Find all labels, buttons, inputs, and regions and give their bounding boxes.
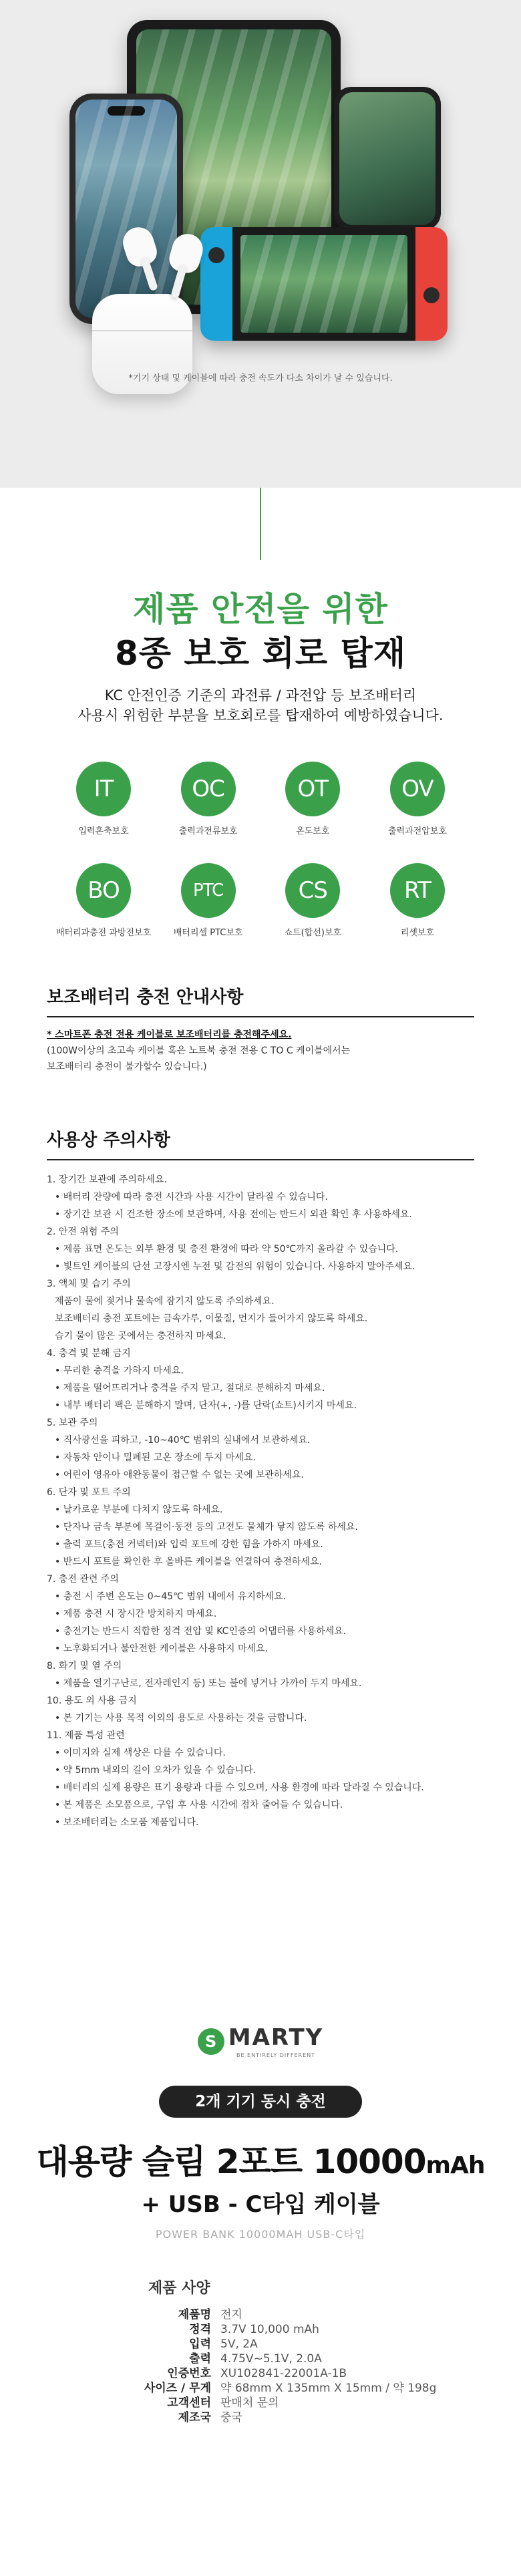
safety-title-line1: 제품 안전을 위한 (133, 590, 388, 629)
safety-description (0, 685, 521, 726)
caution-heading: 3. 액체 및 습기 주의 (47, 1279, 131, 1289)
spec-key: 사이즈 / 무게 (144, 2382, 211, 2395)
caution-list (47, 1171, 474, 1831)
product-title-unit: mAh (425, 2152, 485, 2179)
caution-item: • 충전기는 반드시 적합한 정격 전압 및 KC인증의 어댑터를 사용하세요. (55, 1626, 347, 1637)
caution-item: • 제품을 열기구난로, 전자레인지 등) 또는 불에 넣거나 가까이 두지 마세요. (55, 1678, 362, 1689)
caution-heading: 8. 화기 및 열 주의 (47, 1661, 122, 1671)
safety-section (0, 488, 521, 1049)
protection-label: 출력과전류보호 (178, 826, 238, 836)
spec-title: 제품 사양 (148, 2280, 210, 2297)
protection-badge: OT (285, 762, 340, 816)
caution-item: 보조배터리 충전 포트에는 금속가루, 이물질, 먼지가 들어가지 않도록 하세요. (55, 1313, 368, 1324)
caution-item: • 빛트인 케이블의 단선 고장시엔 누전 및 감전의 위험이 있습니다. 사용하지 말아주세요. (55, 1261, 415, 1272)
protection-item-ov (367, 762, 468, 838)
protection-item-bo (53, 863, 154, 939)
spec-table (114, 2307, 436, 2425)
caution-heading: 11. 제품 특성 관련 (47, 1730, 125, 1741)
caution-item: 제품이 물에 젖거나 물속에 잠기지 않도록 주의하세요. (55, 1296, 275, 1307)
protection-item-ptc (158, 863, 258, 939)
notice-line: 보조배터리 충전이 불가할수 있습니다.) (47, 1062, 207, 1072)
caution-item: • 배터리 잔량에 따라 충전 시간과 사용 시간이 달라질 수 있습니다. (55, 1192, 328, 1202)
protection-badge: BO (76, 863, 131, 918)
divider-line (260, 488, 261, 560)
spec-row (114, 2337, 436, 2352)
spec-value: 4.75V~5.1V, 2.0A (220, 2352, 322, 2366)
notice-highlight: * 스마트폰 충전 전용 케이블로 보조배터리를 충전해주세요. (47, 1029, 292, 1040)
spec-value: 5V, 2A (220, 2338, 258, 2351)
caution-item: • 이미지와 실제 색상은 다를 수 있습니다. (55, 1748, 226, 1758)
spec-value: 전지 (220, 2308, 242, 2321)
caution-title: 사용상 주의사항 (47, 1126, 474, 1160)
spec-key: 출력 (189, 2352, 211, 2366)
protection-label: 입력혼축보호 (78, 826, 129, 836)
protection-label: 배터리셀 PTC보호 (173, 928, 243, 938)
caution-heading: 5. 보관 주의 (47, 1418, 98, 1428)
spec-row (114, 2396, 436, 2410)
spec-value: 약 68mm X 135mm X 15mm / 약 198g (220, 2382, 437, 2395)
caution-item: • 노후화되거나 불안전한 케이블은 사용하지 마세요. (55, 1643, 268, 1654)
caution-heading: 10. 용도 외 사용 금지 (47, 1696, 137, 1706)
protection-badge: IT (76, 762, 131, 816)
caution-heading: 4. 충격 및 분해 금지 (47, 1348, 131, 1359)
caution-item: • 충전 시 주변 온도는 0~45℃ 범위 내에서 유지하세요. (55, 1591, 286, 1602)
protection-badge: PTC (181, 863, 236, 918)
spec-key: 인증번호 (167, 2367, 211, 2380)
spec-key: 제조국 (178, 2411, 211, 2424)
spec-value: 중국 (220, 2411, 242, 2424)
protection-item-rt (367, 863, 468, 939)
protection-label: 리셋보호 (400, 928, 435, 938)
caution-heading: 6. 단자 및 포트 주의 (47, 1487, 131, 1498)
caution-item: • 제품 표면 온도는 외부 환경 및 충전 환경에 따라 약 50℃까지 올라갈 수 있습니다. (55, 1244, 399, 1255)
joycon-left (200, 227, 232, 341)
caution-heading: 7. 충전 관련 주의 (47, 1574, 119, 1585)
caution-item: • 약 5mm 내외의 길이 오차가 있을 수 있습니다. (55, 1765, 256, 1776)
game-console-image (200, 227, 448, 341)
safety-desc-line1: KC 안전인증 기준의 과전류 / 과전압 등 보조배터리 (104, 687, 417, 703)
caution-heading: 1. 장기간 보관에 주의하세요. (47, 1174, 167, 1185)
brand-mark: S (198, 2028, 224, 2055)
caution-item: • 자동차 안이나 밀폐된 고온 장소에 두지 마세요. (55, 1452, 256, 1463)
caution-item: • 출력 포트(충전 커넥터)와 입력 포트에 강한 힘을 가하지 마세요. (55, 1539, 323, 1550)
caution-item: • 본 제품은 소모품으로, 구입 후 사용 시간에 점차 줄어들 수 있습니다. (55, 1800, 343, 1810)
spec-value: 판매처 문의 (220, 2396, 279, 2410)
protection-item-cs (263, 863, 363, 939)
notice-body (47, 1027, 474, 1075)
protection-label: 배터리과충전 과방전보호 (55, 928, 152, 938)
protection-badge: OV (390, 762, 445, 816)
spec-key: 정격 (189, 2323, 211, 2336)
product-title (0, 2135, 521, 2183)
spec-row (114, 2307, 436, 2322)
safety-title-line2: 8종 보호 회로 탑재 (114, 634, 407, 673)
product-title-main: 대용량 슬림 2포트 10000 (36, 2142, 426, 2181)
caution-item: • 보조배터리는 소모품 제품입니다. (55, 1817, 199, 1828)
protection-item-oc (158, 762, 258, 838)
safety-desc-line2: 사용시 위험한 부분을 보호회로를 탑재하여 예방하였습니다. (77, 707, 444, 723)
protection-badge: OC (181, 762, 236, 816)
spec-row (114, 2322, 436, 2337)
spec-row (114, 2352, 436, 2366)
brand-logo (0, 2024, 521, 2058)
protection-label: 출력과전압보호 (388, 826, 447, 836)
caution-section (47, 1126, 474, 1831)
brand-name: MARTY (228, 2024, 324, 2051)
hero-devices-image (0, 0, 521, 488)
caution-item: • 내부 배터리 팩은 분해하지 말며, 단자(+, -)를 단락(쇼트)시키지 마세요. (55, 1400, 357, 1411)
caution-item: • 장기간 보관 시 건조한 장소에 보관하며, 사용 전에는 반드시 외관 확인 후 사용하세요. (55, 1209, 412, 1220)
caution-heading: 2. 안전 위험 주의 (47, 1227, 119, 1237)
spec-row (114, 2381, 436, 2396)
protection-label: 쇼트(합선)보호 (284, 928, 342, 938)
spec-row (114, 2366, 436, 2381)
smartphone-image (69, 94, 183, 324)
caution-item: • 본 기기는 사용 목적 이외의 용도로 사용하는 것을 금합니다. (55, 1713, 307, 1724)
spec-key: 입력 (189, 2338, 211, 2351)
caution-item: • 제품 충전 시 장시간 방치하지 마세요. (55, 1609, 217, 1619)
protection-badge: RT (390, 863, 445, 918)
spec-row (114, 2410, 436, 2425)
joycon-right (415, 227, 448, 341)
caution-item: • 날카로운 부분에 다치지 않도록 하세요. (55, 1504, 223, 1515)
notice-title: 보조배터리 충전 안내사항 (47, 983, 474, 1017)
caution-item: • 직사광선을 피하고, -10~40℃ 범위의 실내에서 보관하세요. (55, 1435, 311, 1446)
smartphone-small-image (334, 87, 441, 230)
protection-item-ot (263, 762, 363, 838)
spec-value: 3.7V 10,000 mAh (220, 2323, 319, 2336)
protection-badge: CS (285, 863, 340, 918)
notice-line: (100W이상의 초고속 케이블 혹은 노트북 충전 전용 C TO C 케이블에서는 (47, 1045, 351, 1056)
protection-grid (53, 762, 468, 939)
product-english-name: POWER BANK 10000MAH USB-C타입 (155, 2228, 366, 2241)
spec-key: 고객센터 (167, 2396, 211, 2410)
charging-notice-section (47, 983, 474, 1075)
caution-item: • 어린이 영유아 애완동물이 접근할 수 없는 곳에 보관하세요. (55, 1470, 304, 1480)
spec-key: 제품명 (178, 2308, 211, 2321)
spec-value: XU102841-22001A-1B (220, 2367, 347, 2380)
caution-item: • 반드시 포트를 확인한 후 올바른 케이블을 연결하여 충전하세요. (55, 1557, 322, 1567)
protection-label: 온도보호 (296, 826, 330, 836)
brand-tagline: BE ENTIRELY DIFFERENT (236, 2052, 316, 2058)
hero-note: *기기 상태 및 케이블에 따라 충전 속도가 다소 차이가 날 수 있습니다. (128, 373, 393, 383)
feature-pill: 2개 기기 동시 충전 (159, 2086, 362, 2118)
product-subtitle: + USB - C타입 케이블 (141, 2191, 380, 2218)
caution-item: 습기 물이 많은 곳에서는 충전하지 마세요. (55, 1331, 226, 1341)
caution-item: • 배터리의 실제 용량은 표기 용량과 다를 수 있으며, 사용 환경에 따라 달라질 수 있습니다. (55, 1782, 424, 1793)
protection-item-it (53, 762, 154, 838)
caution-item: • 무리한 충격을 가하지 마세요. (55, 1365, 184, 1376)
caution-item: • 제품을 떨어뜨리거나 충격을 주지 말고, 절대로 분해하지 마세요. (55, 1383, 325, 1394)
caution-item: • 단자나 금속 부분에 목걸이·동전 등의 고전도 물체가 닿지 않도록 하세요. (55, 1522, 358, 1533)
